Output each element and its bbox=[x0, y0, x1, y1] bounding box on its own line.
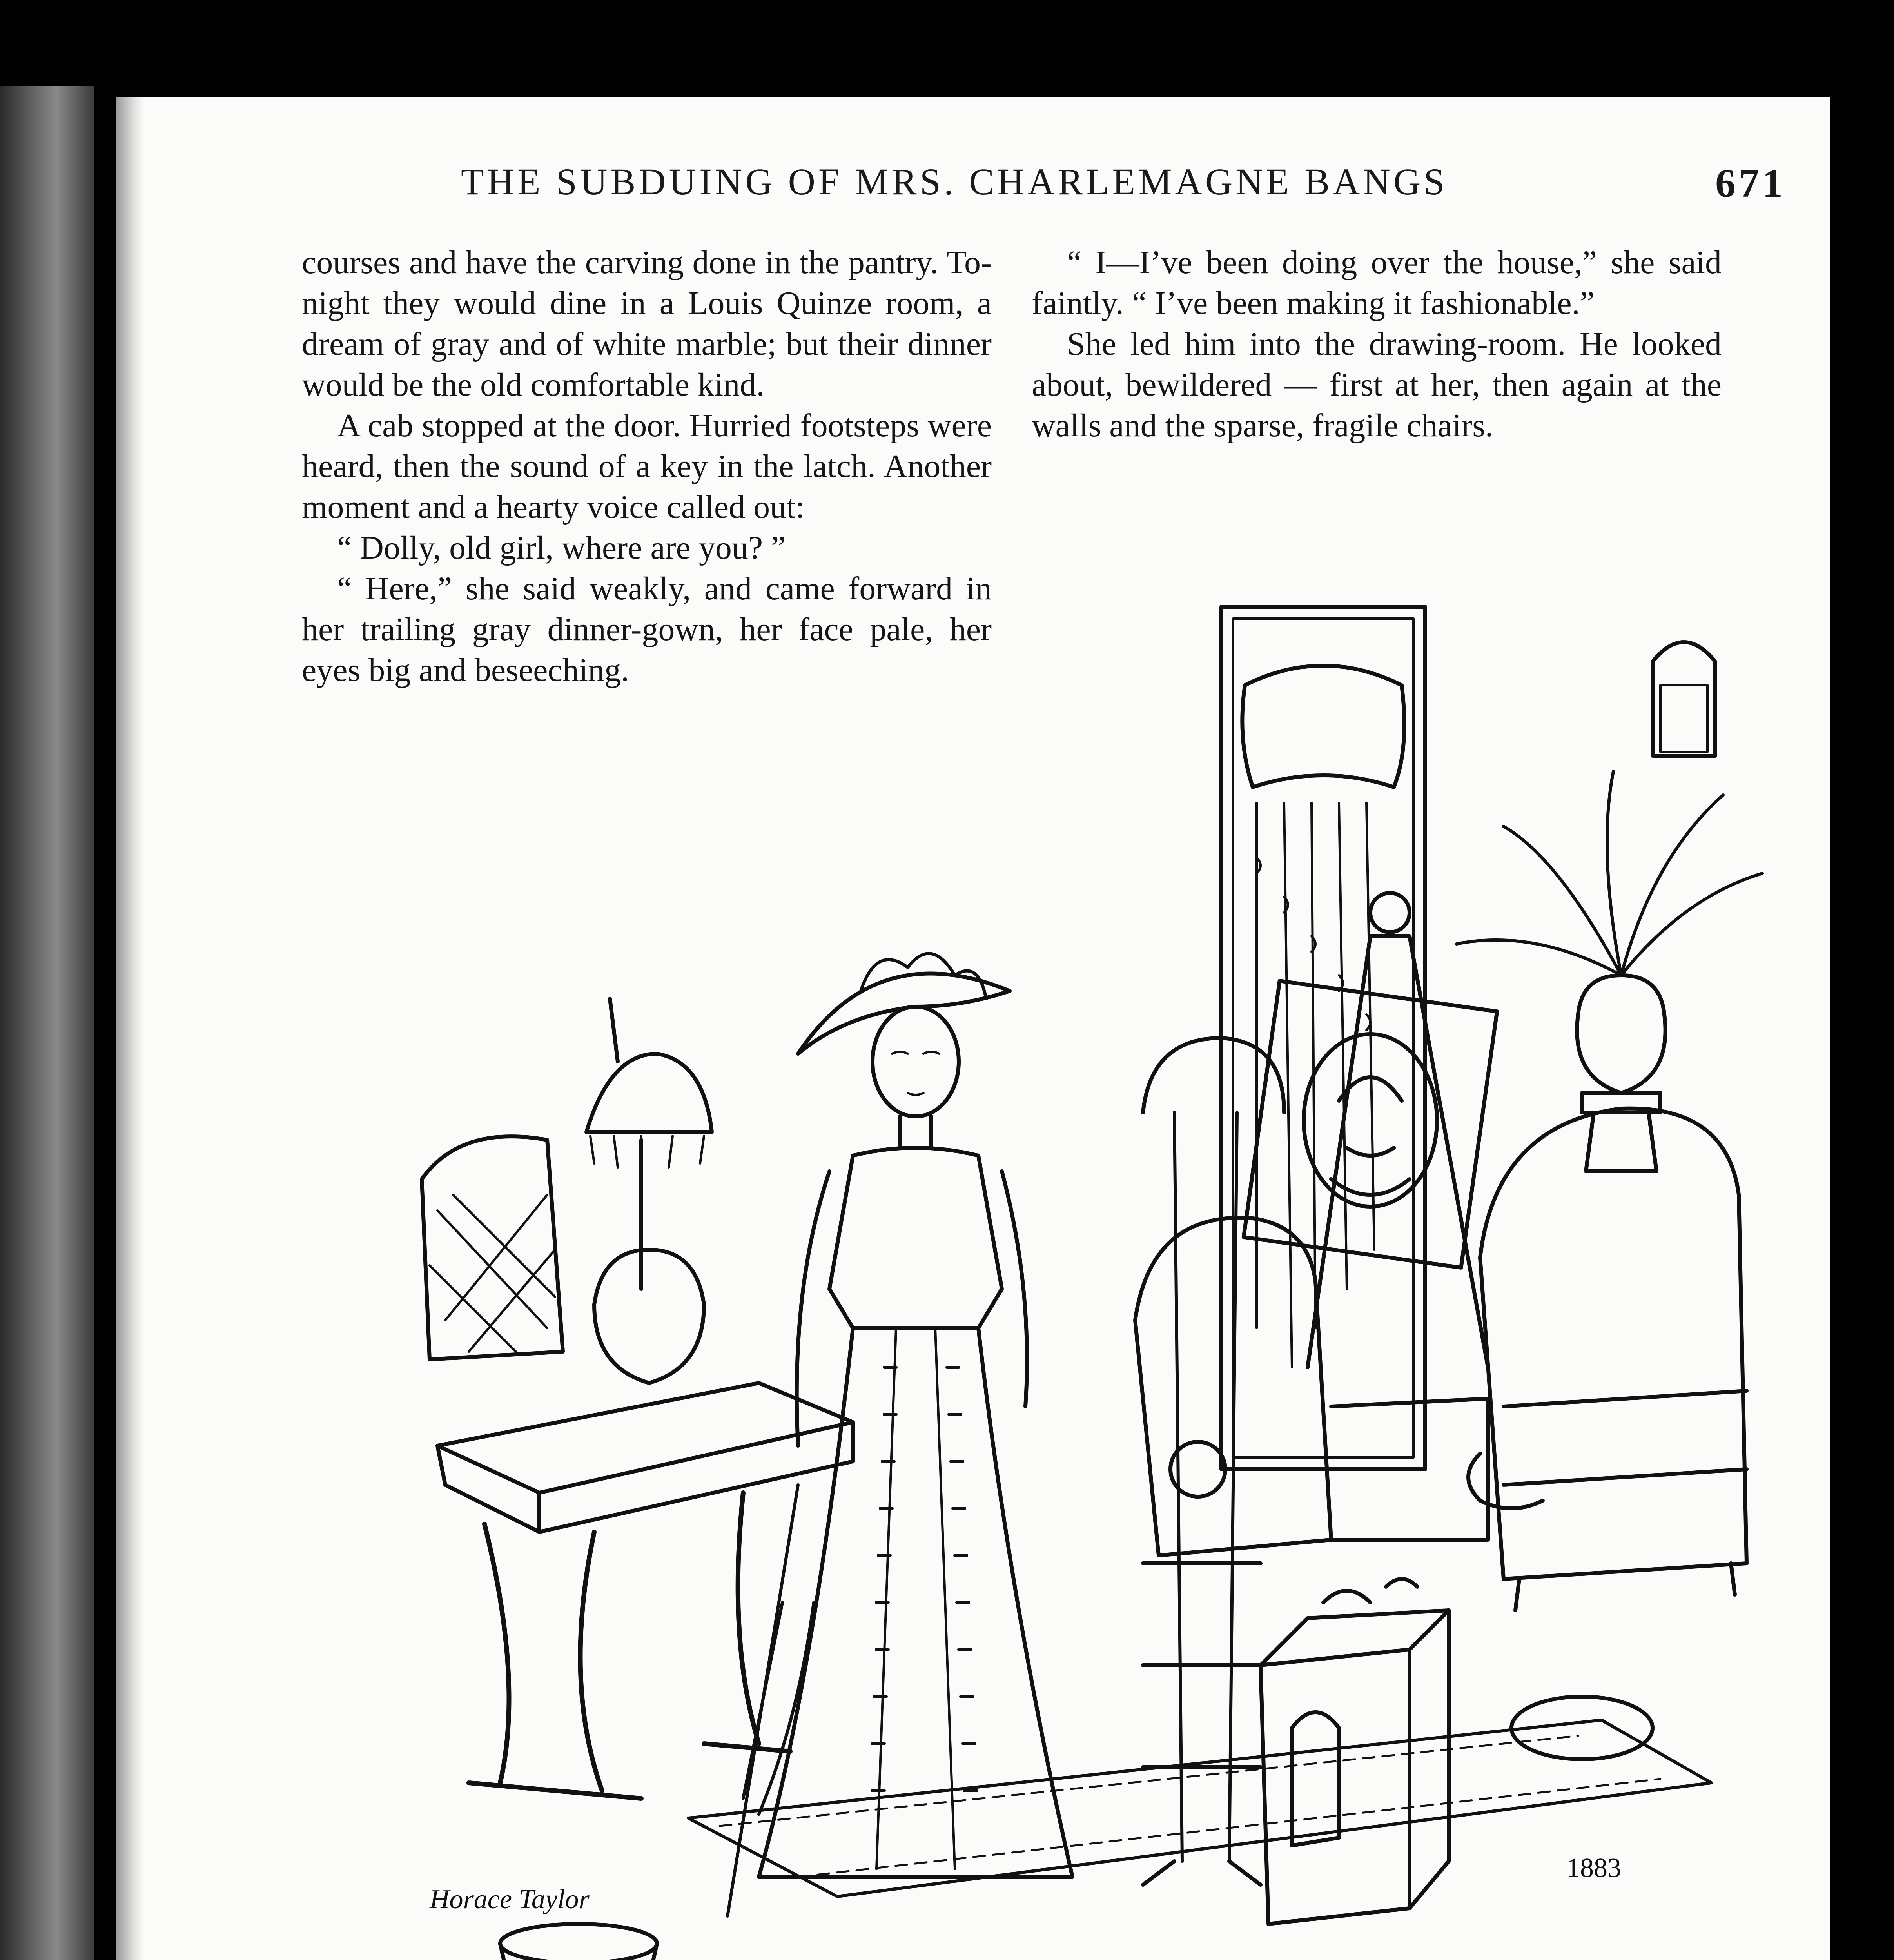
wall-cabinet bbox=[1653, 642, 1715, 756]
paragraph: “ Dolly, old girl, where are you? ” bbox=[337, 530, 786, 566]
page-gutter bbox=[116, 97, 143, 1960]
magazine-page bbox=[116, 97, 1830, 1960]
text-column-top-right bbox=[1032, 242, 1722, 446]
armchair bbox=[1468, 1109, 1747, 1610]
paragraph: “ Here,” she said weakly, and came forward in her trailing gray dinner-gown, her face pale, her eyes big and beseeching. bbox=[302, 570, 992, 688]
rug bbox=[688, 1720, 1711, 1896]
adjacent-page-edge bbox=[0, 86, 94, 1960]
paragraph: “ I—I’ve been doing over the house,” she said faintly. “ I’ve been making it fashionable.” bbox=[1032, 244, 1722, 321]
paragraph: courses and have the carving done in the pantry. To-night they would dine in a Louis Quinze room, a dream of gray and of white marble; but their dinner would be the old comfortable kind. bbox=[302, 244, 992, 403]
settee bbox=[1135, 1218, 1488, 1555]
page-number: 671 bbox=[1715, 161, 1786, 206]
woman-figure bbox=[759, 953, 1072, 1877]
octagonal-table bbox=[1261, 1579, 1449, 1924]
drawing-room-illustration bbox=[406, 583, 1778, 1960]
running-header bbox=[461, 160, 1786, 223]
running-title: THE SUBDUING OF MRS. CHARLEMAGNE BANGS bbox=[461, 161, 1448, 203]
paragraph: A cab stopped at the door. Hurried footsteps were heard, then the sound of a key in the latch. Another moment and a hearty voice called out: bbox=[302, 407, 992, 525]
table-lamp bbox=[586, 999, 712, 1383]
illustration-year: 1883 bbox=[1566, 1853, 1621, 1883]
paragraph: She led him into the drawing-room. He looked about, bewildered — first at her, then again at the walls and the sparse, fragile chairs. bbox=[1032, 326, 1722, 444]
wicker-basket bbox=[422, 1136, 563, 1359]
illustrator-signature: Horace Taylor bbox=[430, 1884, 590, 1915]
footstool bbox=[484, 1924, 673, 1960]
